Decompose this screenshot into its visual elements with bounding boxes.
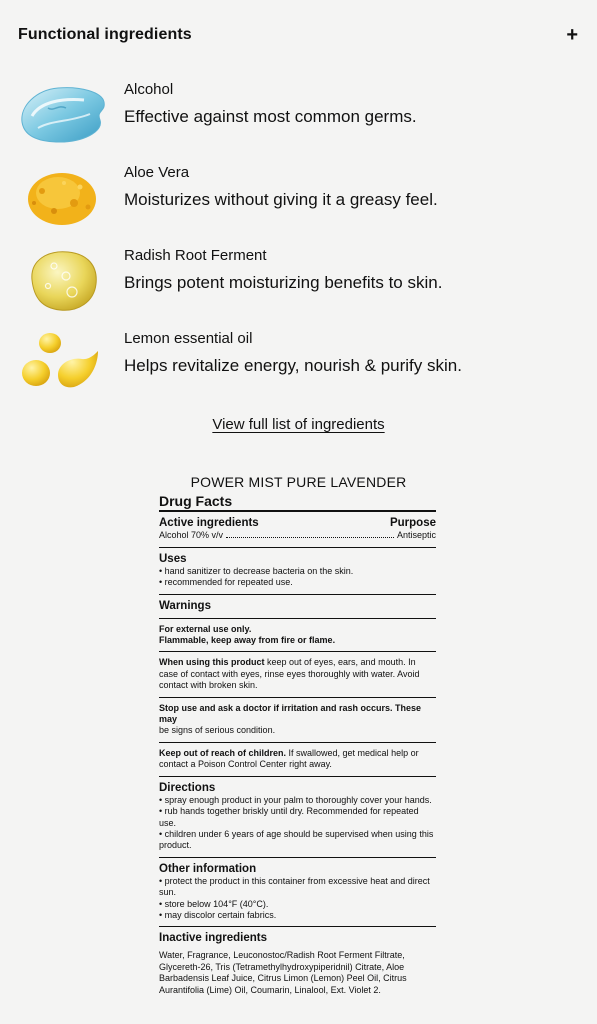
list-item: • protect the product in this container from excessive heat and direct sun. <box>159 875 430 898</box>
ingredient-description: Helps revitalize energy, nourish & purify skin. <box>124 356 462 375</box>
warning-bold-text: When using this product <box>159 657 265 668</box>
warning-bold-text: Stop use and ask a doctor if irritation and rash occurs. These may <box>159 702 422 725</box>
active-purpose: Antiseptic <box>396 530 436 541</box>
inactive-ingredients-text: Water, Fragrance, Leuconostoc/Radish Root Ferment Filtrate, Glycereth-26, Tris (Tetramethylhydroxypiperidnil) Citrate, Aloe Barbadensis Leaf Juice, Citrus Limon (Lemon) Peel Oil, Citrus Aurantifolia (Lime) Oil, Coumarin, Linalool, Ext. Violet 2. <box>159 950 407 995</box>
list-item: • hand sanitizer to decrease bacteria on the skin. <box>159 565 354 576</box>
plus-icon[interactable]: + <box>566 24 578 46</box>
section-title: Functional ingredients <box>18 26 192 43</box>
when-using-warning <box>159 652 436 697</box>
ingredient-list <box>18 80 578 412</box>
list-item: • may discolor certain fabrics. <box>159 909 277 920</box>
uses-section <box>159 548 436 595</box>
ingredient-name: Lemon essential oil <box>124 330 253 347</box>
drug-facts-heading: Drug Facts <box>159 496 436 512</box>
list-item: • store below 104°F (40°C). <box>159 898 269 909</box>
purpose-label: Purpose <box>389 517 436 530</box>
active-ingredients-section <box>159 512 436 547</box>
warning-bold-text: Keep out of reach of children. <box>159 747 287 758</box>
ingredient-item-radish-root-ferment <box>18 246 578 329</box>
directions-label: Directions <box>159 781 216 794</box>
ingredient-description: Brings potent moisturizing benefits to skin. <box>124 273 443 292</box>
list-item: • rub hands together briskly until dry. Recommended for repeated use. <box>159 806 419 828</box>
radish-ferment-drop-icon <box>18 246 108 314</box>
view-full-ingredients-link[interactable]: View full list of ingredients <box>212 416 385 433</box>
product-title: POWER MIST PURE LAVENDER <box>190 474 407 490</box>
functional-ingredients-header[interactable] <box>18 22 580 48</box>
aloe-powder-icon <box>18 163 108 231</box>
inactive-ingredients-section <box>159 927 436 996</box>
alcohol-gel-icon <box>18 80 108 148</box>
other-information-section <box>159 858 436 928</box>
active-ingredient: Alcohol 70% v/v <box>159 530 224 541</box>
warning-text: For external use only. <box>159 623 252 634</box>
other-information-label: Other information <box>159 862 257 875</box>
stop-use-warning <box>159 698 436 743</box>
ingredient-description: Effective against most common germs. <box>124 107 417 126</box>
dot-leader <box>226 537 394 538</box>
ingredient-item-aloe-vera <box>18 163 578 246</box>
inactive-ingredients-label: Inactive ingredients <box>159 932 268 945</box>
ingredient-item-alcohol <box>18 80 578 163</box>
ingredient-name: Aloe Vera <box>124 164 190 181</box>
directions-section <box>159 777 436 858</box>
warning-text: Flammable, keep away from fire or flame. <box>159 635 336 646</box>
ingredient-description: Moisturizes without giving it a greasy feel. <box>124 190 438 209</box>
ingredient-name: Radish Root Ferment <box>124 247 267 264</box>
warnings-label: Warnings <box>159 599 211 612</box>
keep-out-of-reach-warning <box>159 743 436 777</box>
uses-label: Uses <box>159 552 187 565</box>
list-item: • children under 6 years of age should be supervised when using this product. <box>159 828 434 851</box>
list-item: • spray enough product in your palm to thoroughly cover your hands. <box>159 794 432 805</box>
warning-text: If swallowed, get medical help or contact a Poison Control Center right away. <box>159 747 419 770</box>
active-ingredients-label: Active ingredients <box>159 517 259 530</box>
lemon-oil-drops-icon <box>18 329 108 397</box>
ingredient-name: Alcohol <box>124 81 174 98</box>
warnings-heading-section <box>159 595 436 619</box>
drug-facts-panel <box>159 493 436 996</box>
ingredient-item-lemon-essential-oil <box>18 329 578 412</box>
warning-text: be signs of serious condition. <box>159 725 276 736</box>
list-item: • recommended for repeated use. <box>159 577 293 588</box>
warning-text: keep out of eyes, ears, and mouth. In case of contact with eyes, rinse eyes thoroughly with water. Avoid contact with broken skin. <box>159 657 420 691</box>
external-use-warning <box>159 619 436 653</box>
